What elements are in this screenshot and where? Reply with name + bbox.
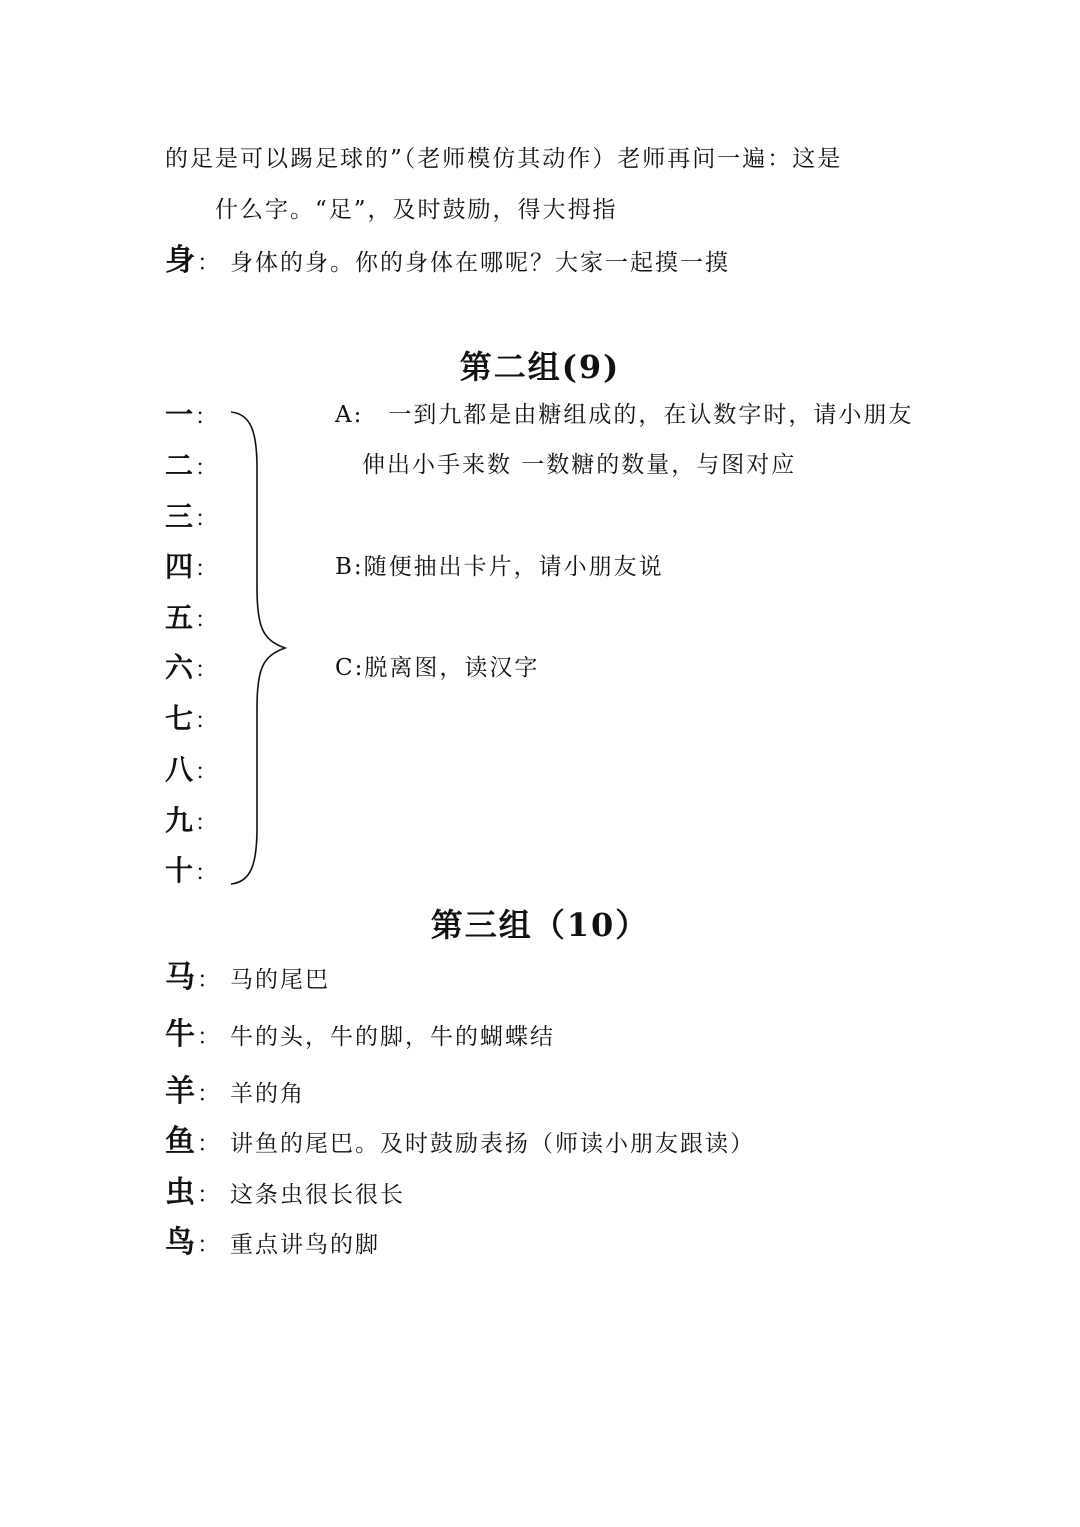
item-colon: ： <box>197 1182 222 1208</box>
group3-item-yu <box>165 1124 755 1160</box>
numeral-5 <box>165 601 225 635</box>
shen-colon: ： <box>197 250 222 276</box>
numeral-char: 四 <box>165 550 194 583</box>
note-a-line-1: A: 一到九都是由糖组成的，在认数字时，请小朋友 <box>335 402 914 428</box>
group3-title: 第三组（10） <box>430 906 650 944</box>
item-colon: ： <box>197 1232 222 1258</box>
item-text: 马的尾巴 <box>230 967 330 993</box>
numeral-colon: ： <box>195 608 218 633</box>
note-a-line-2: 伸出小手来数 一数糖的数量，与图对应 <box>362 452 797 478</box>
group3-item-chong <box>165 1175 405 1211</box>
item-char: 鱼 <box>165 1124 195 1159</box>
numeral-colon: ： <box>195 760 218 785</box>
numeral-6 <box>165 651 225 685</box>
item-text: 羊的角 <box>230 1081 305 1107</box>
numeral-char: 九 <box>165 804 194 837</box>
numeral-10 <box>165 854 225 888</box>
item-text: 重点讲鸟的脚 <box>230 1232 380 1258</box>
numeral-char: 六 <box>165 651 194 684</box>
numeral-char: 三 <box>165 500 194 533</box>
grouping-brace <box>225 408 295 888</box>
item-char: 虫 <box>165 1175 195 1210</box>
numeral-3 <box>165 500 225 534</box>
numeral-4 <box>165 550 225 584</box>
numeral-colon: ： <box>195 456 218 481</box>
group3-item-niu <box>165 1017 555 1053</box>
item-colon: ： <box>197 1081 222 1107</box>
item-char: 鸟 <box>165 1225 195 1260</box>
intro-line-2: 什么字。“足”，及时鼓励，得大拇指 <box>215 197 618 223</box>
numeral-char: 七 <box>165 702 194 735</box>
item-text: 牛的头，牛的脚，牛的蝴蝶结 <box>230 1024 555 1050</box>
numeral-colon: ： <box>195 861 218 886</box>
item-char: 羊 <box>165 1074 195 1109</box>
shen-entry <box>165 243 730 279</box>
item-text: 这条虫很长很长 <box>230 1182 405 1208</box>
numeral-colon: ： <box>195 557 218 582</box>
item-colon: ： <box>197 967 222 993</box>
numeral-char: 十 <box>165 854 194 887</box>
numeral-colon: ： <box>195 709 218 734</box>
numeral-colon: ： <box>195 658 218 683</box>
numeral-colon: ： <box>195 405 218 430</box>
item-char: 马 <box>165 960 195 995</box>
numeral-9 <box>165 804 225 838</box>
item-text: 讲鱼的尾巴。及时鼓励表扬（师读小朋友跟读） <box>230 1131 755 1157</box>
note-b: B:随便抽出卡片，请小朋友说 <box>335 554 664 580</box>
group2-title: 第二组(9) <box>459 348 621 386</box>
item-colon: ： <box>197 1024 222 1050</box>
item-char: 牛 <box>165 1017 195 1052</box>
shen-text: 身体的身。你的身体在哪呢？大家一起摸一摸 <box>230 250 730 276</box>
shen-char: 身 <box>165 243 195 278</box>
group3-item-yang <box>165 1074 305 1110</box>
note-c: C:脱离图，读汉字 <box>335 655 540 681</box>
numeral-char: 一 <box>165 398 194 431</box>
numeral-8 <box>165 753 225 787</box>
numeral-colon: ： <box>195 811 218 836</box>
numeral-char: 二 <box>165 449 194 482</box>
numeral-7 <box>165 702 225 736</box>
numeral-char: 五 <box>165 601 194 634</box>
group3-item-ma <box>165 960 330 996</box>
group3-item-niao <box>165 1225 380 1261</box>
numeral-1 <box>165 398 225 432</box>
numeral-colon: ： <box>195 507 218 532</box>
numeral-2 <box>165 449 225 483</box>
numeral-char: 八 <box>165 753 194 786</box>
intro-line-1: 的足是可以踢足球的”（老师模仿其动作）老师再问一遍：这是 <box>165 146 843 172</box>
item-colon: ： <box>197 1131 222 1157</box>
